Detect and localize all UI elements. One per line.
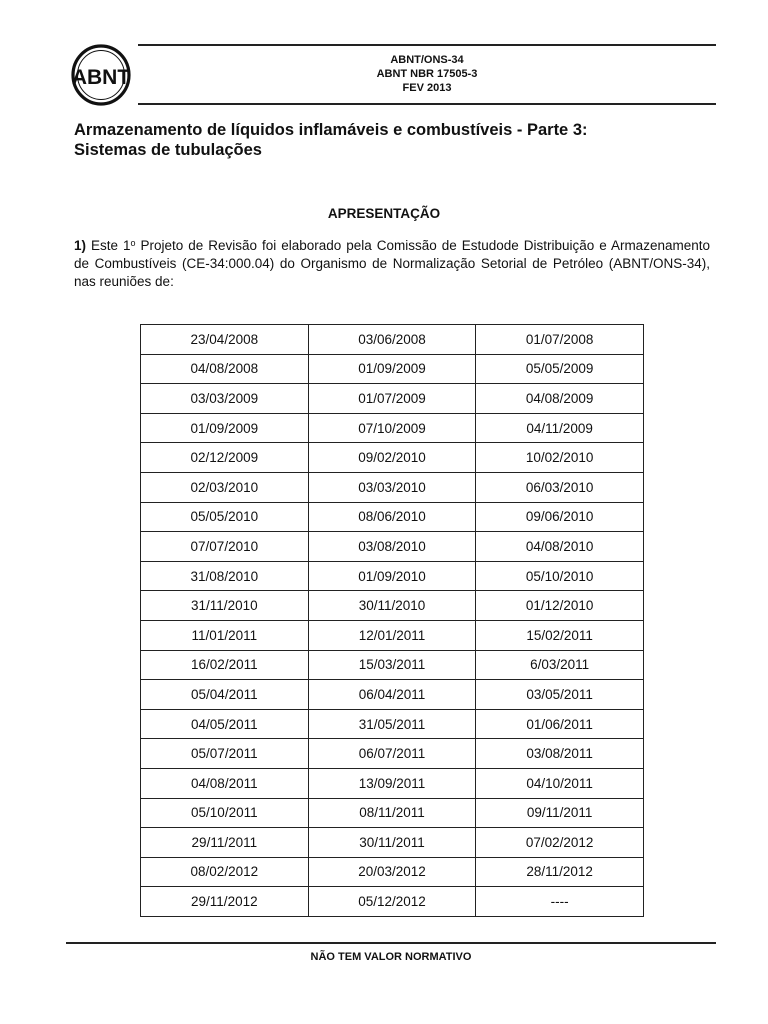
meeting-date-cell: 01/09/2010 (308, 561, 476, 591)
meeting-date-cell: 05/12/2012 (308, 887, 476, 917)
meeting-date-cell: 20/03/2012 (308, 857, 476, 887)
publication-date: FEV 2013 (402, 82, 452, 94)
standard-number: ABNT NBR 17505-3 (376, 68, 478, 80)
table-row (141, 561, 644, 591)
table-row (141, 384, 644, 414)
meeting-date-cell: 06/04/2011 (308, 680, 476, 710)
footer-rule (66, 942, 716, 944)
meeting-date-cell: 03/06/2008 (308, 325, 476, 355)
meeting-date-cell: 01/07/2008 (476, 325, 644, 355)
meeting-date-cell: 07/07/2010 (141, 532, 309, 562)
table-row (141, 709, 644, 739)
meeting-date-cell: 03/03/2009 (141, 384, 309, 414)
meeting-date-cell: 11/01/2011 (141, 620, 309, 650)
meeting-dates-body (141, 325, 644, 917)
table-row (141, 828, 644, 858)
meeting-date-cell: 05/05/2009 (476, 354, 644, 384)
meeting-date-cell: 07/02/2012 (476, 828, 644, 858)
meeting-date-cell: 05/07/2011 (141, 739, 309, 769)
meeting-date-cell: 03/05/2011 (476, 680, 644, 710)
meeting-date-cell: 03/08/2011 (476, 739, 644, 769)
meeting-date-cell: 01/06/2011 (476, 709, 644, 739)
paragraph-text: Projeto de Revisão foi elaborado pela Comissão de Estudode Distribuição e Armazenamento de Combustíveis (CE-34:000.04) do Organismo de Normalização Setorial de Petróleo (ABNT/ONS-34), nas reuniões de: (74, 238, 710, 289)
meeting-date-cell: 28/11/2012 (476, 857, 644, 887)
meeting-date-cell: 01/09/2009 (308, 354, 476, 384)
meeting-date-cell: 15/03/2011 (308, 650, 476, 680)
presentation-paragraph (74, 234, 710, 291)
meeting-date-cell: ---- (476, 887, 644, 917)
meeting-date-cell: 29/11/2012 (141, 887, 309, 917)
meeting-date-cell: 31/11/2010 (141, 591, 309, 621)
meeting-date-cell: 07/10/2009 (308, 413, 476, 443)
meeting-date-cell: 05/10/2011 (141, 798, 309, 828)
meeting-date-cell: 02/12/2009 (141, 443, 309, 473)
footer-notice: NÃO TEM VALOR NORMATIVO (310, 951, 472, 963)
meeting-date-cell: 05/10/2010 (476, 561, 644, 591)
meeting-date-cell: 29/11/2011 (141, 828, 309, 858)
meeting-date-cell: 03/08/2010 (308, 532, 476, 562)
header-bottom-rule (138, 103, 716, 105)
meeting-date-cell: 04/05/2011 (141, 709, 309, 739)
title-line-1: Armazenamento de líquidos inflamáveis e combustíveis - Parte 3: (74, 121, 588, 139)
meeting-date-cell: 10/02/2010 (476, 443, 644, 473)
meeting-date-cell: 04/11/2009 (476, 413, 644, 443)
meeting-date-cell: 08/06/2010 (308, 502, 476, 532)
meeting-date-cell: 30/11/2011 (308, 828, 476, 858)
table-row (141, 472, 644, 502)
table-row (141, 443, 644, 473)
meeting-date-cell: 04/08/2011 (141, 768, 309, 798)
meeting-date-cell: 04/08/2008 (141, 354, 309, 384)
committee-code: ABNT/ONS-34 (390, 54, 464, 66)
meeting-date-cell: 16/02/2011 (141, 650, 309, 680)
table-row (141, 591, 644, 621)
document-title (74, 120, 714, 160)
meeting-dates-table (140, 324, 644, 917)
table-row (141, 798, 644, 828)
meeting-date-cell: 03/03/2010 (308, 472, 476, 502)
section-heading: APRESENTAÇÃO (327, 206, 441, 221)
meeting-date-cell: 05/05/2010 (141, 502, 309, 532)
title-line-2: Sistemas de tubulações (74, 141, 262, 159)
meeting-date-cell: 09/06/2010 (476, 502, 644, 532)
table-row (141, 739, 644, 769)
meeting-date-cell: 6/03/2011 (476, 650, 644, 680)
table-row (141, 354, 644, 384)
table-row (141, 857, 644, 887)
meeting-date-cell: 08/11/2011 (308, 798, 476, 828)
meeting-date-cell: 06/07/2011 (308, 739, 476, 769)
meeting-date-cell: 23/04/2008 (141, 325, 309, 355)
meeting-date-cell: 31/05/2011 (308, 709, 476, 739)
meeting-date-cell: 04/10/2011 (476, 768, 644, 798)
meeting-date-cell: 31/08/2010 (141, 561, 309, 591)
meeting-date-cell: 04/08/2009 (476, 384, 644, 414)
meeting-date-cell: 01/07/2009 (308, 384, 476, 414)
table-row (141, 620, 644, 650)
meeting-date-cell: 04/08/2010 (476, 532, 644, 562)
meeting-date-cell: 05/04/2011 (141, 680, 309, 710)
paragraph-ordinal: o (130, 238, 136, 248)
table-row (141, 650, 644, 680)
table-row (141, 502, 644, 532)
table-row (141, 413, 644, 443)
meeting-date-cell: 12/01/2011 (308, 620, 476, 650)
abnt-logo (70, 44, 132, 106)
meeting-date-cell: 06/03/2010 (476, 472, 644, 502)
meeting-date-cell: 13/09/2011 (308, 768, 476, 798)
table-row (141, 325, 644, 355)
header-top-rule (138, 44, 716, 46)
meeting-date-cell: 30/11/2010 (308, 591, 476, 621)
table-row (141, 532, 644, 562)
table-row (141, 768, 644, 798)
meeting-date-cell: 01/12/2010 (476, 591, 644, 621)
meeting-date-cell: 15/02/2011 (476, 620, 644, 650)
table-row (141, 887, 644, 917)
meeting-date-cell: 01/09/2009 (141, 413, 309, 443)
meeting-date-cell: 08/02/2012 (141, 857, 309, 887)
meeting-date-cell: 09/11/2011 (476, 798, 644, 828)
table-row (141, 680, 644, 710)
paragraph-pre: Este 1 (91, 238, 131, 253)
paragraph-number: 1) (74, 238, 87, 253)
meeting-date-cell: 02/03/2010 (141, 472, 309, 502)
logo-text: ABNT (71, 66, 131, 89)
meeting-date-cell: 09/02/2010 (308, 443, 476, 473)
